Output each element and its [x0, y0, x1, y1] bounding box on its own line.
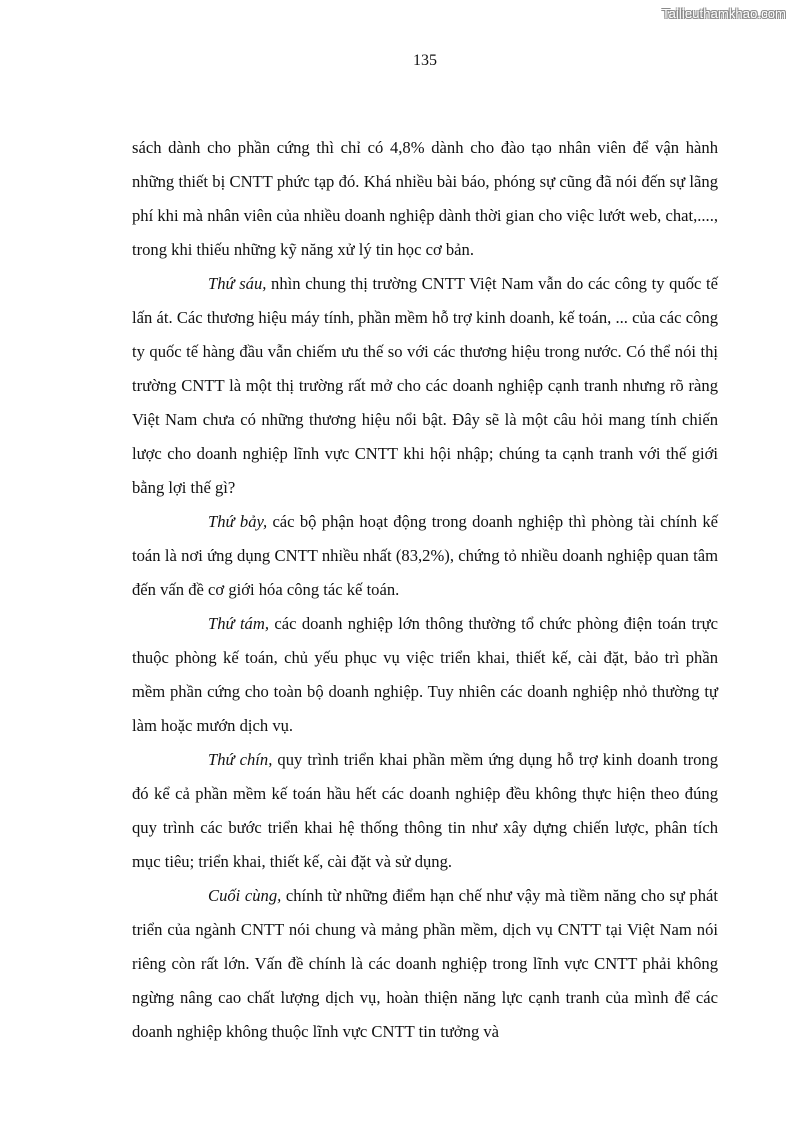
paragraph-lead: Thứ sáu,	[208, 274, 267, 293]
paragraph-continued	[132, 131, 718, 267]
document-body	[132, 131, 718, 1049]
page-number: 135	[413, 52, 437, 69]
paragraph-cuoi-cung	[132, 879, 718, 1049]
paragraph-lead: Cuối cùng,	[208, 886, 282, 905]
paragraph-text: quy trình triển khai phần mềm ứng dụng hỗ trợ kinh doanh trong đó kể cả phần mềm kế toán hầu hết các doanh nghiệp đều không thực hiện theo đúng quy trình các bước triển khai hệ thống thông tin như xây dựng chiến lược, phân tích mục tiêu; triển khai, thiết kế, cài đặt và sử dụng.	[132, 750, 718, 871]
paragraph-text: các bộ phận hoạt động trong doanh nghiệp thì phòng tài chính kế toán là nơi ứng dụng CNTT nhiều nhất (83,2%), chứng tỏ nhiều doanh nghiệp quan tâm đến vấn đề cơ giới hóa công tác kế toán.	[132, 512, 718, 599]
paragraph-thu-tam	[132, 607, 718, 743]
paragraph-text: sách dành cho phần cứng thì chỉ có 4,8% dành cho đào tạo nhân viên để vận hành những thiết bị CNTT phức tạp đó. Khá nhiều bài báo, phóng sự cũng đã nói đến sự lãng phí khi mà nhân viên của nhiều doanh nghiệp dành thời gian cho việc lướt web, chat,...., trong khi thiếu những kỹ năng xử lý tin học cơ bản.	[132, 138, 718, 259]
paragraph-text: các doanh nghiệp lớn thông thường tổ chức phòng điện toán trực thuộc phòng kế toán, chủ yếu phục vụ việc triển khai, thiết kế, cài đặt, bảo trì phần mềm phần cứng cho toàn bộ doanh nghiệp. Tuy nhiên các doanh nghiệp nhỏ thường tự làm hoặc mướn dịch vụ.	[132, 614, 718, 735]
paragraph-lead: Thứ tám,	[208, 614, 269, 633]
paragraph-text: nhìn chung thị trường CNTT Việt Nam vẫn do các công ty quốc tế lấn át. Các thương hiệu máy tính, phần mềm hỗ trợ kinh doanh, kế toán, ... của các công ty quốc tế hàng đầu vẫn chiếm ưu thế so với các thương hiệu trong nước. Có thể nói thị trường CNTT là một thị trường rất mở cho các doanh nghiệp cạnh tranh nhưng rõ ràng Việt Nam chưa có những thương hiệu nổi bật. Đây sẽ là một câu hỏi mang tính chiến lược cho doanh nghiệp lĩnh vực CNTT khi hội nhập; chúng ta cạnh tranh với thế giới bằng lợi thế gì?	[132, 274, 718, 497]
paragraph-lead: Thứ bảy,	[208, 512, 268, 531]
paragraph-thu-bay	[132, 505, 718, 607]
paragraph-lead: Thứ chín,	[208, 750, 273, 769]
paragraph-text: chính từ những điểm hạn chế như vậy mà tiềm năng cho sự phát triển của ngành CNTT nói chung và mảng phần mềm, dịch vụ CNTT tại Việt Nam nói riêng còn rất lớn. Vấn đề chính là các doanh nghiệp trong lĩnh vực CNTT phải không ngừng nâng cao chất lượng dịch vụ, hoàn thiện năng lực cạnh tranh của mình để các doanh nghiệp không thuộc lĩnh vực CNTT tin tưởng và	[132, 886, 718, 1041]
watermark-text: Tailieuthamkhao.com	[661, 6, 786, 21]
paragraph-thu-sau	[132, 267, 718, 505]
paragraph-thu-chin	[132, 743, 718, 879]
